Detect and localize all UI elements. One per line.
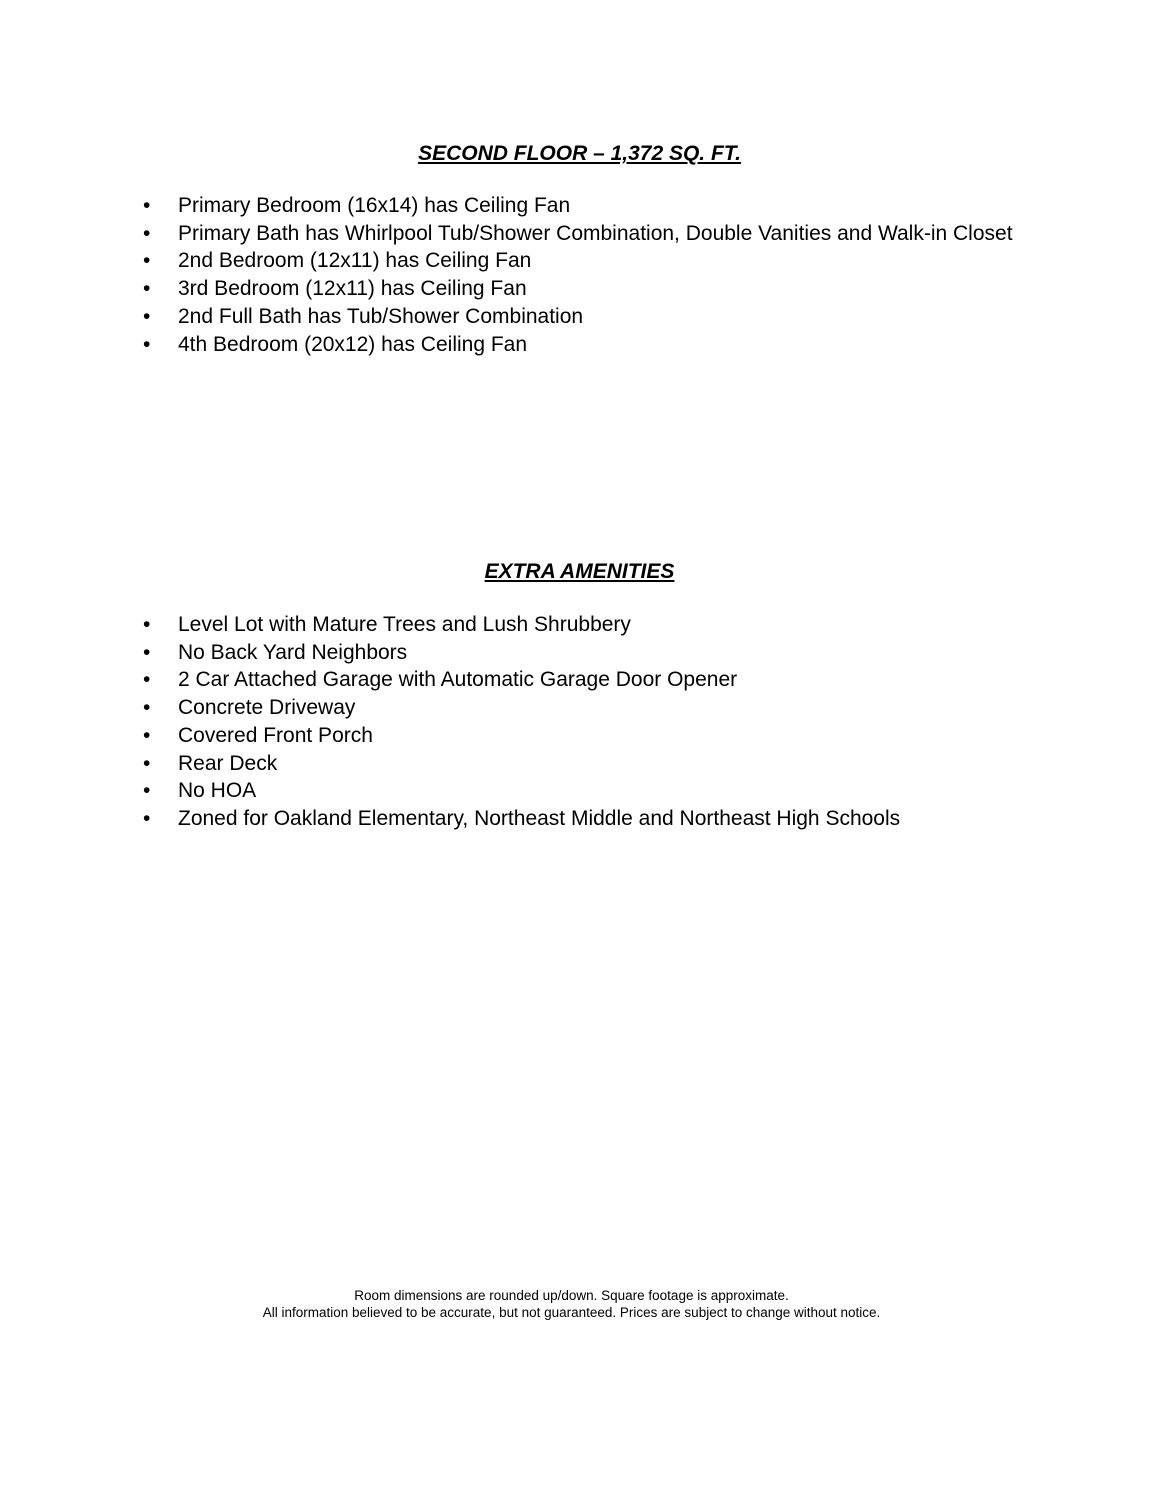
list-item: • 2nd Bedroom (12x11) has Ceiling Fan <box>0 247 1159 275</box>
list-item: • No HOA <box>0 777 1159 805</box>
second-floor-list <box>0 192 1159 358</box>
bullet-icon: • <box>143 640 151 664</box>
second-floor-heading: SECOND FLOOR – 1,372 SQ. FT. <box>418 142 741 165</box>
list-item: • 2nd Full Bath has Tub/Shower Combination <box>0 303 1159 331</box>
list-item: • Primary Bath has Whirlpool Tub/Shower Combination, Double Vanities and Walk-in Closet <box>0 220 1159 248</box>
list-item: • Covered Front Porch <box>0 722 1159 750</box>
bullet-icon: • <box>143 723 151 747</box>
bullet-icon: • <box>143 249 151 273</box>
list-item: • Zoned for Oakland Elementary, Northeast Middle and Northeast High Schools <box>0 805 1159 833</box>
bullet-icon: • <box>143 613 151 636</box>
bullet-icon: • <box>143 221 151 245</box>
bullet-icon: • <box>143 194 151 217</box>
bullet-icon: • <box>143 304 151 328</box>
bullet-icon: • <box>143 696 151 720</box>
extra-amenities-list <box>0 611 1159 833</box>
bullet-icon: • <box>143 779 151 803</box>
list-item: • Level Lot with Mature Trees and Lush Shrubbery <box>0 611 1159 639</box>
disclaimer-line-2: All information believed to be accurate, but not guaranteed. Prices are subject to change without notice. <box>262 1305 881 1320</box>
bullet-icon: • <box>143 751 151 775</box>
bullet-icon: • <box>143 332 151 356</box>
list-item: • 2 Car Attached Garage with Automatic Garage Door Opener <box>0 666 1159 694</box>
disclaimer-line-1: Room dimensions are rounded up/down. Square footage is approximate. <box>354 1288 789 1303</box>
bullet-icon: • <box>143 668 151 692</box>
list-item: • No Back Yard Neighbors <box>0 639 1159 667</box>
list-item: • 4th Bedroom (20x12) has Ceiling Fan <box>0 331 1159 359</box>
list-item: • 3rd Bedroom (12x11) has Ceiling Fan <box>0 275 1159 303</box>
list-item: • Rear Deck <box>0 750 1159 778</box>
list-item: • Primary Bedroom (16x14) has Ceiling Fan <box>0 192 1159 220</box>
extra-amenities-heading: EXTRA AMENITIES <box>484 560 675 583</box>
bullet-icon: • <box>143 277 151 301</box>
list-item: • Concrete Driveway <box>0 694 1159 722</box>
disclaimer-footer <box>0 1287 1143 1321</box>
bullet-icon: • <box>143 806 151 830</box>
